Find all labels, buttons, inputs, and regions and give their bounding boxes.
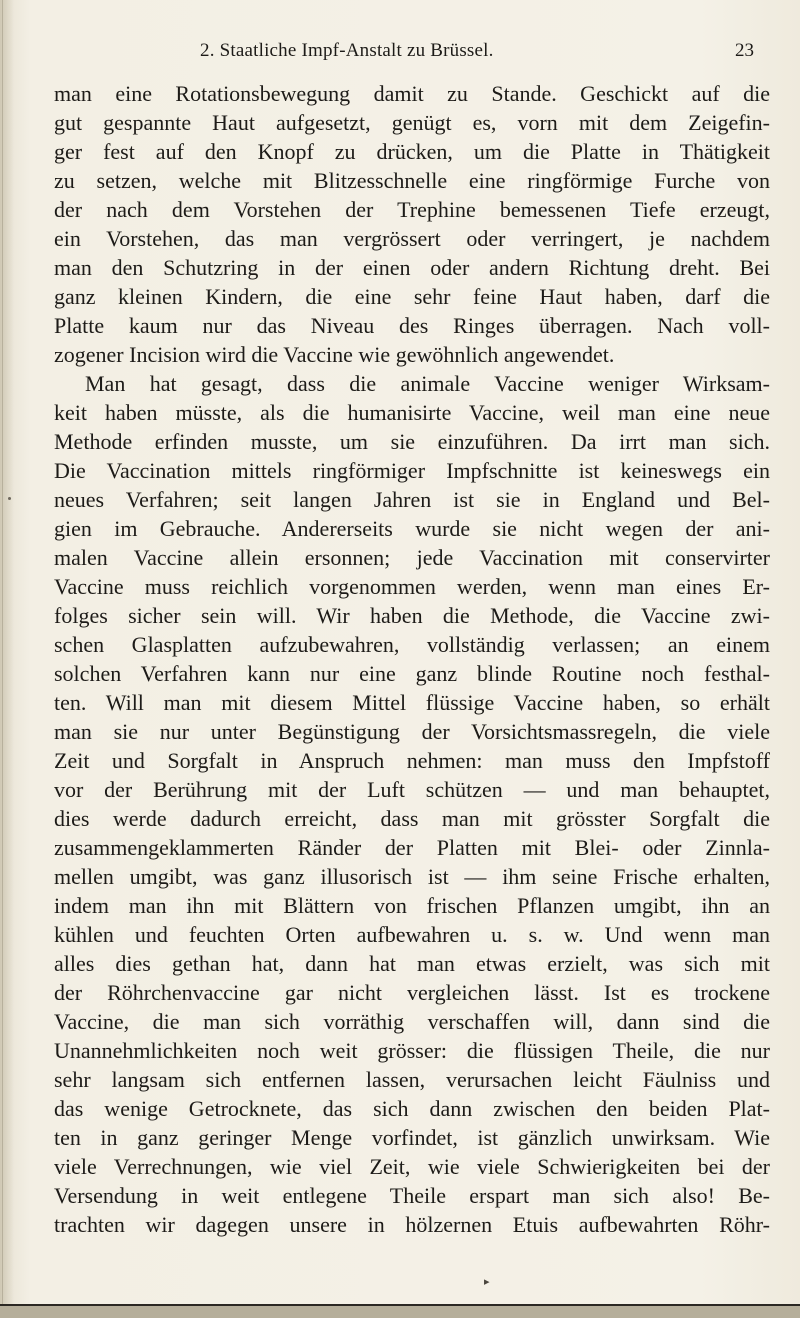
page-number: 23 xyxy=(735,40,754,61)
text-line: Zeit und Sorgfalt in Anspruch nehmen: man muss den Impfstoff xyxy=(54,748,770,773)
text-line: zusammengeklammerten Ränder der Platten mit Blei- oder Zinnla- xyxy=(54,835,770,860)
text-line: vor der Berührung mit der Luft schützen — und man behauptet, xyxy=(54,777,770,802)
text-line: zu setzen, welche mit Blitzesschnelle eine ringförmige Furche von xyxy=(54,168,770,193)
text-line: gien im Gebrauche. Andererseits wurde sie nicht wegen der ani- xyxy=(54,516,770,541)
gutter-line xyxy=(2,0,3,1318)
text-line: sehr langsam sich entfernen lassen, verursachen leicht Fäulniss und xyxy=(54,1067,770,1092)
text-line: mellen umgibt, was ganz illusorisch ist — ihm seine Frische erhalten, xyxy=(54,864,770,889)
text-line: indem man ihn mit Blättern von frischen Pflanzen umgibt, ihn an xyxy=(54,893,770,918)
text-line: Methode erfinden musste, um sie einzuführen. Da irrt man sich. xyxy=(54,429,770,454)
text-line: man sie nur unter Begünstigung der Vorsichtsmassregeln, die viele xyxy=(54,719,770,744)
text-line: ganz kleinen Kindern, die eine sehr feine Haut haben, darf die xyxy=(54,284,770,309)
text-line: alles dies gethan hat, dann hat man etwas erzielt, was sich mit xyxy=(54,951,770,976)
text-line: solchen Verfahren kann nur eine ganz blinde Routine noch festhal- xyxy=(54,661,770,686)
text-line: ten. Will man mit diesem Mittel flüssige Vaccine haben, so erhält xyxy=(54,690,770,715)
text-line: Platte kaum nur das Niveau des Ringes überragen. Nach voll- xyxy=(54,313,770,338)
text-line: das wenige Getrocknete, das sich dann zwischen den beiden Plat- xyxy=(54,1096,770,1121)
text-line: ten in ganz geringer Menge vorfindet, ist gänzlich unwirksam. Wie xyxy=(54,1125,770,1150)
printer-mark: ▸ xyxy=(484,1276,490,1288)
text-line: dies werde dadurch erreicht, dass man mit grösster Sorgfalt die xyxy=(54,806,770,831)
text-line: Vaccine, die man sich vorräthig verschaffen will, dann sind die xyxy=(54,1009,770,1034)
text-line: zogener Incision wird die Vaccine wie gewöhnlich angewendet. xyxy=(54,342,615,367)
text-line: Versendung in weit entlegene Theile erspart man sich also! Be- xyxy=(54,1183,770,1208)
text-line: malen Vaccine allein ersonnen; jede Vaccination mit conservirter xyxy=(54,545,770,570)
text-line: Vaccine muss reichlich vorgenommen werden, wenn man eines Er- xyxy=(54,574,770,599)
paragraph-start-line: Man hat gesagt, dass die animale Vaccine weniger Wirksam- xyxy=(85,371,770,396)
text-line: neues Verfahren; seit langen Jahren ist sie in England und Bel- xyxy=(54,487,770,512)
body-text xyxy=(54,79,770,1239)
text-line: viele Verrechnungen, wie viel Zeit, wie viele Schwierigkeiten bei der xyxy=(54,1154,770,1179)
text-line: der Röhrchenvaccine gar nicht vergleichen lässt. Ist es trockene xyxy=(54,980,770,1005)
text-line: schen Glasplatten aufzubewahren, vollständig verlassen; an einem xyxy=(54,632,770,657)
text-line: man den Schutzring in der einen oder andern Richtung dreht. Bei xyxy=(54,255,770,280)
text-line: trachten wir dagegen unsere in hölzernen Etuis aufbewahrten Röhr- xyxy=(54,1212,770,1237)
text-line: man eine Rotationsbewegung damit zu Stande. Geschickt auf die xyxy=(54,81,770,106)
page-bottom-shade xyxy=(0,1306,800,1318)
text-line: keit haben müsste, als die humanisirte Vaccine, weil man eine neue xyxy=(54,400,770,425)
margin-speck xyxy=(8,497,11,500)
running-head xyxy=(0,40,800,70)
text-line: folges sicher sein will. Wir haben die Methode, die Vaccine zwi- xyxy=(54,603,770,628)
text-line: der nach dem Vorstehen der Trephine bemessenen Tiefe erzeugt, xyxy=(54,197,770,222)
text-line: Die Vaccination mittels ringförmiger Impfschnitte ist keineswegs ein xyxy=(54,458,770,483)
text-line: ein Vorstehen, das man vergrössert oder verringert, je nachdem xyxy=(54,226,770,251)
text-line: gut gespannte Haut aufgesetzt, genügt es, vorn mit dem Zeigefin- xyxy=(54,110,770,135)
text-line: Unannehmlichkeiten noch weit grösser: die flüssigen Theile, die nur xyxy=(54,1038,770,1063)
running-title: 2. Staatliche Impf-Anstalt zu Brüssel. xyxy=(200,40,494,61)
text-line: kühlen und feuchten Orten aufbewahren u. s. w. Und wenn man xyxy=(54,922,770,947)
text-line: ger fest auf den Knopf zu drücken, um die Platte in Thätigkeit xyxy=(54,139,770,164)
